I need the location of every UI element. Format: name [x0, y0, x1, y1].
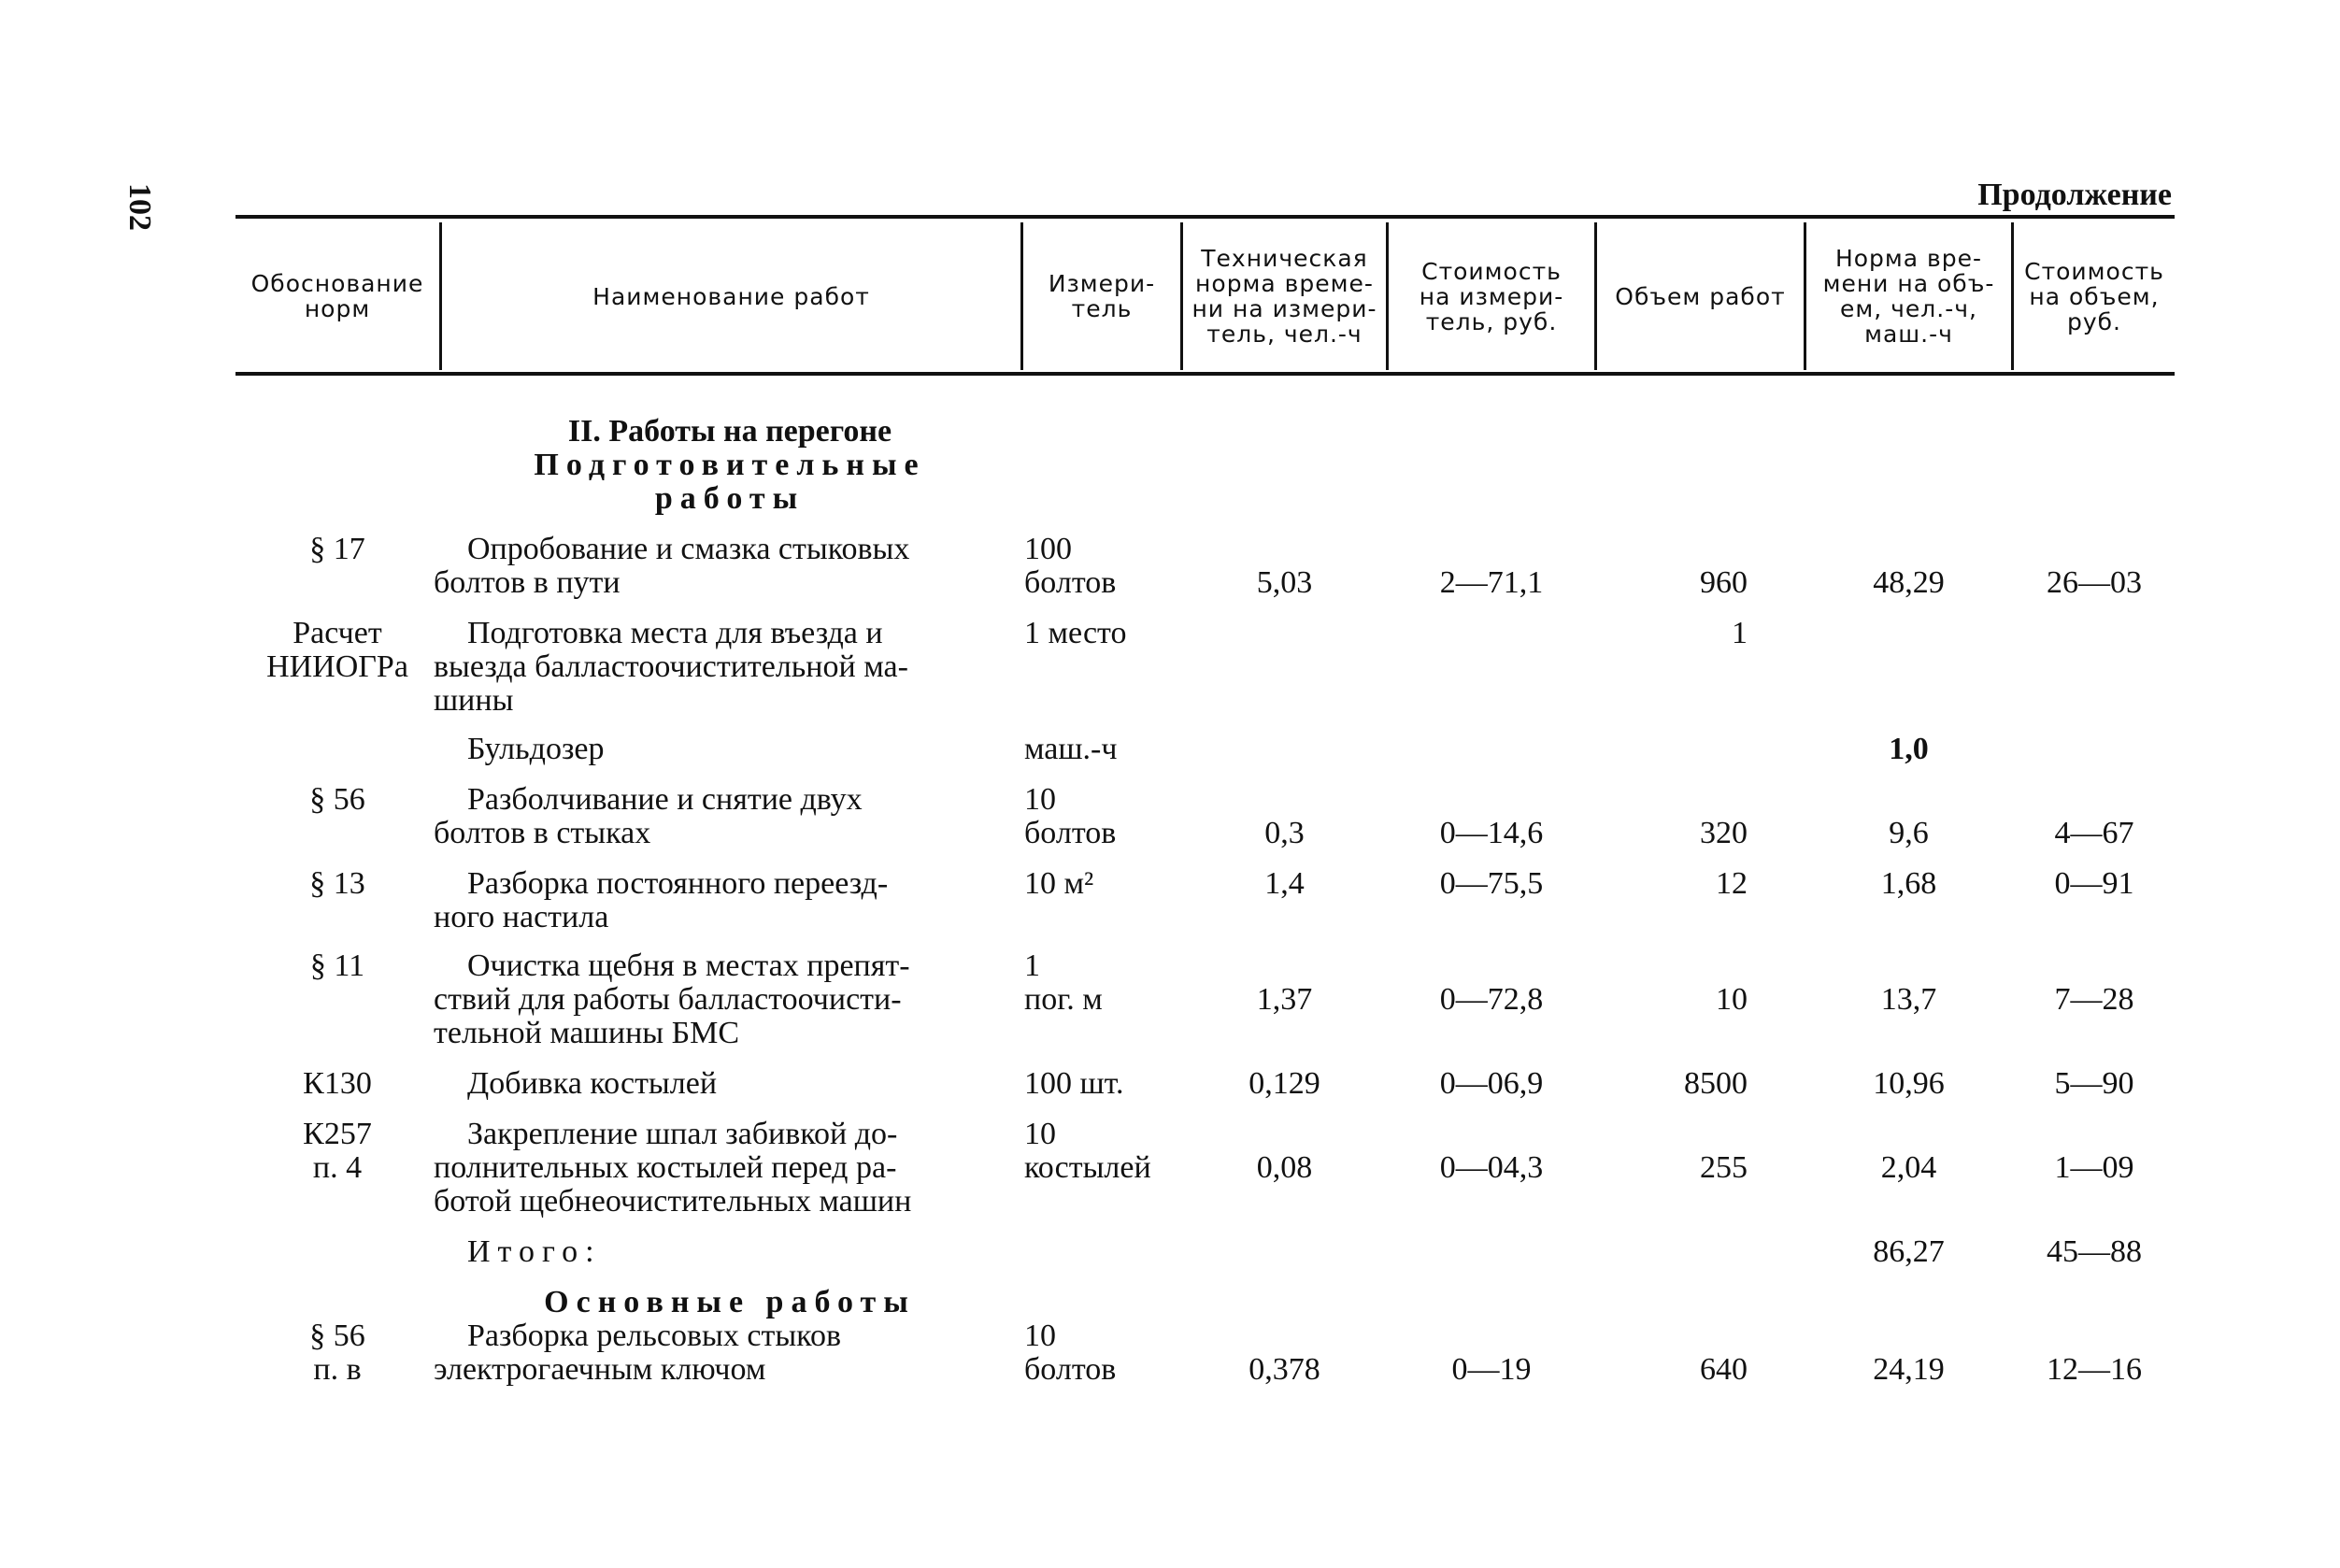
cell-volume: 1 — [1732, 616, 1748, 650]
cell-volume: 960 — [1700, 565, 1748, 600]
cell-name: ботой щебнеочистительных машин — [434, 1184, 912, 1219]
cell-norm-volume: 10,96 — [1873, 1066, 1945, 1101]
cell-volume: 255 — [1700, 1150, 1748, 1185]
continuation-label: Продолжение — [1977, 178, 2172, 212]
table-header-rule — [235, 372, 2175, 376]
total-label: Итого: — [467, 1234, 602, 1269]
cell-tech-norm: 1,4 — [1264, 866, 1305, 901]
cell-basis: § 17 — [309, 532, 365, 566]
cell-basis: п. 4 — [312, 1150, 363, 1185]
cell-unit: 100 шт. — [1024, 1066, 1124, 1101]
cell-cost-unit: 0—72,8 — [1439, 982, 1544, 1017]
header-basis: Обоснование норм — [250, 270, 424, 322]
cell-cost-unit: 2—71,1 — [1439, 565, 1544, 600]
total-cost-volume: 45—88 — [2047, 1234, 2142, 1269]
cell-unit: болтов — [1024, 565, 1117, 600]
cell-basis: НИИОГРа — [266, 649, 408, 684]
cell-name: Добивка костылей — [467, 1066, 718, 1101]
cell-name: полнительных костылей перед ра- — [434, 1150, 897, 1185]
cell-basis: Расчет — [292, 616, 382, 650]
subsection-title: работы — [654, 481, 806, 516]
cell-cost-unit: 0—14,6 — [1439, 816, 1544, 850]
cell-cost-volume: 26—03 — [2047, 565, 2142, 600]
cell-basis: § 56 — [309, 782, 365, 817]
cell-name: Закрепление шпал забивкой до- — [467, 1117, 898, 1151]
cell-name: ного настила — [434, 900, 609, 934]
cell-cost-unit: 0—75,5 — [1439, 866, 1544, 901]
header-cost-unit: Стоимость на измери- тель, руб. — [1419, 257, 1564, 335]
cell-norm-volume: 13,7 — [1880, 982, 1937, 1017]
cell-cost-volume: 0—91 — [2054, 866, 2134, 901]
cell-name: тельной машины БМС — [434, 1016, 740, 1050]
header-volume: Объем работ — [1615, 282, 1786, 310]
cell-cost-unit: 0—19 — [1451, 1352, 1532, 1387]
cell-basis: § 56 — [309, 1319, 365, 1353]
cell-unit: 10 — [1024, 1319, 1056, 1353]
cell-cost-unit: 0—04,3 — [1439, 1150, 1544, 1185]
table-top-rule — [235, 215, 2175, 219]
header-tech-norm: Техническая норма време- ни на измери- тель, чел.-ч — [1191, 245, 1377, 348]
cell-volume: 640 — [1700, 1352, 1748, 1387]
cell-unit: маш.-ч — [1024, 732, 1118, 766]
cell-volume: 320 — [1700, 816, 1748, 850]
cell-unit: костылей — [1024, 1150, 1151, 1185]
header-name: Наименование работ — [592, 282, 870, 310]
page-number: 102 — [122, 183, 157, 231]
cell-tech-norm: 0,378 — [1248, 1352, 1320, 1387]
cell-unit: 1 место — [1024, 616, 1127, 650]
cell-tech-norm: 5,03 — [1256, 565, 1313, 600]
cell-name: Опробование и смазка стыковых — [467, 532, 910, 566]
total-norm-volume: 86,27 — [1873, 1234, 1945, 1269]
cell-unit: 100 — [1024, 532, 1072, 566]
cell-basis: К257 — [303, 1117, 372, 1151]
cell-norm-volume: 2,04 — [1880, 1150, 1937, 1185]
cell-cost-volume: 5—90 — [2054, 1066, 2134, 1101]
subsection-title: Подготовительные — [534, 448, 926, 482]
cell-tech-norm: 1,37 — [1256, 982, 1313, 1017]
cell-name: Разборка постоянного переезд- — [467, 866, 889, 901]
cell-norm-volume: 1,68 — [1880, 866, 1937, 901]
cell-basis: п. в — [313, 1352, 362, 1387]
cell-name: Подготовка места для въезда и — [467, 616, 883, 650]
cell-norm-volume: 1,0 — [1889, 732, 1929, 766]
cell-cost-volume: 12—16 — [2047, 1352, 2142, 1387]
cell-cost-volume: 1—09 — [2054, 1150, 2134, 1185]
cell-cost-volume: 4—67 — [2054, 816, 2134, 850]
cell-name: выезда балластоочистительной ма- — [434, 649, 908, 684]
cell-norm-volume: 24,19 — [1873, 1352, 1945, 1387]
cell-unit: 1 — [1024, 948, 1040, 983]
cell-name: Бульдозер — [467, 732, 605, 766]
cell-name: болтов в стыках — [434, 816, 651, 850]
subsection-title: Основные работы — [544, 1285, 916, 1319]
cell-unit: болтов — [1024, 816, 1117, 850]
section-title: II. Работы на перегоне — [567, 414, 892, 449]
header-cost-volume: Стоимость на объем, руб. — [2024, 257, 2164, 335]
cell-basis: § 13 — [309, 866, 365, 901]
cell-name: электрогаечным ключом — [434, 1352, 766, 1387]
cell-cost-volume: 7—28 — [2054, 982, 2134, 1017]
cell-name: Разборка рельсовых стыков — [467, 1319, 842, 1353]
cell-tech-norm: 0,3 — [1264, 816, 1305, 850]
cell-norm-volume: 48,29 — [1873, 565, 1945, 600]
cell-volume: 8500 — [1684, 1066, 1748, 1101]
cell-name: болтов в пути — [434, 565, 621, 600]
cell-unit: 10 м² — [1024, 866, 1094, 901]
cell-cost-unit: 0—06,9 — [1439, 1066, 1544, 1101]
cell-norm-volume: 9,6 — [1889, 816, 1929, 850]
cell-name: ствий для работы балластоочисти- — [434, 982, 902, 1017]
cell-volume: 10 — [1716, 982, 1748, 1017]
cell-name: Очистка щебня в местах препят- — [467, 948, 910, 983]
cell-tech-norm: 0,129 — [1248, 1066, 1320, 1101]
cell-unit: пог. м — [1024, 982, 1103, 1017]
cell-unit: 10 — [1024, 1117, 1056, 1151]
cell-name: Разболчивание и снятие двух — [467, 782, 863, 817]
cell-tech-norm: 0,08 — [1256, 1150, 1313, 1185]
cell-basis: § 11 — [309, 948, 365, 983]
cell-unit: 10 — [1024, 782, 1056, 817]
header-norm-volume: Норма вре- мени на объ- ем, чел.-ч, маш.-ч — [1822, 245, 1995, 348]
header-unit: Измери- тель — [1048, 270, 1156, 322]
cell-unit: болтов — [1024, 1352, 1117, 1387]
cell-name: шины — [434, 683, 514, 718]
cell-volume: 12 — [1716, 866, 1748, 901]
cell-basis: К130 — [303, 1066, 372, 1101]
